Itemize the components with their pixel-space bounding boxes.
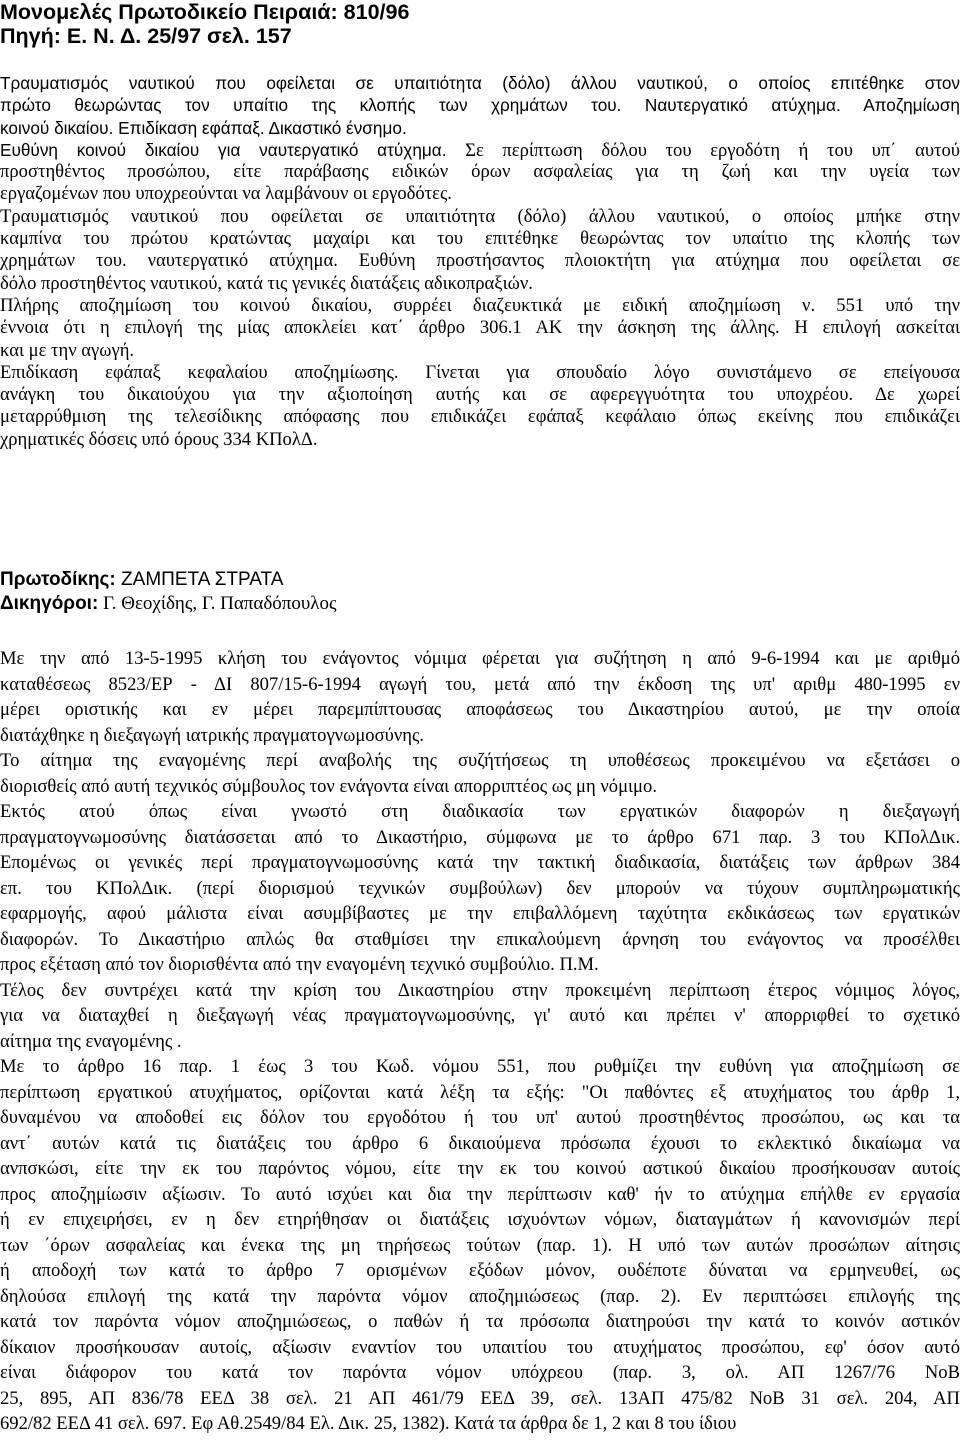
body-line: των ΄όρων ασφαλείας και ένεκα της μη τηρήσεως τούτων (παρ. 1). Η υπό των αυτών προσώπων αίτησις <box>0 1234 960 1256</box>
summary-paragraph <box>0 362 960 451</box>
body-line: 692/82 ΕΕΔ 41 σελ. 697. Εφ Αθ.2549/84 Ελ. Δικ. 25, 1382). Κατά τα άρθρα δε 1, 2 και 8 του ίδιου <box>0 1413 737 1434</box>
body-line: επ. του ΚΠολΔικ. (περί διορισμού τεχνικών συμβούλων) δεν μπορούν να τύχουν συμπληρωματικής <box>0 877 960 899</box>
summary-paragraph <box>0 139 960 206</box>
summary-line: έννοια ότι η επιλογή της μίας αποκλείει κατ΄ άρθρο 306.1 ΑΚ την άσκηση της άλλης. Η επιλογή ασκείται <box>0 317 960 339</box>
body-line: Επομένως οι γενικές περί πραγματογνωμοσύνης κατά την τακτική διαδικασία, διατάξεις των άρθρων 384 <box>0 852 960 873</box>
body-line: περίπτωση εργατικού ατυχήματος, ορίζονται κατά λέξη τα εξής: "Οι παθόντες εξ ατυχήματος του άρθρ 1, <box>0 1081 960 1103</box>
summary-paragraph <box>0 206 960 295</box>
summary-line: ανάγκη του δικαιούχου για την αξιοποίηση αυτής και σε αφερεγγυότητα του υποχρέου. Δε χωρεί <box>0 384 960 406</box>
body-line: 25, 895, ΑΠ 836/78 ΕΕΔ 38 σελ. 21 ΑΠ 461/79 ΕΕΔ 39, σελ. 13ΑΠ 475/82 ΝοΒ 31 σελ. 204, ΑΠ <box>0 1387 960 1409</box>
summary-line: χρημάτων του. ναυτεργατικό ατύχημα. Ευθύνη προστήσαντος πλοιοκτήτη για ατύχημα που οφείλεται σε <box>0 250 960 272</box>
body-paragraph <box>0 978 960 1055</box>
decision-body <box>0 646 960 1437</box>
body-line: ή εν επιχειρήσει, εν η δεν ετηρήθησαν οι διατάξεις ισχυόντων νόμων, διαταγμάτων ή κανονισμών περί <box>0 1209 960 1230</box>
summary-paragraph <box>0 72 960 139</box>
summary-line: δόλο προστηθέντος ναυτικού, κατά τις γενικές διατάξεις αδικοπραξιών. <box>0 272 533 294</box>
summary-line: χρηματικές δόσεις υπό όρους 334 ΚΠολΔ. <box>0 428 318 450</box>
body-line: Με το άρθρο 16 παρ. 1 έως 3 του Κωδ. νόμου 551, που ρυθμίζει την ευθύνη για αποζημίωση σε <box>0 1056 960 1077</box>
body-line: δίκαιον προσήκουσαν αυτοίς, αξίωσιν εναντίον του υπαιτίου του ατυχήματος προσώπου, εφ' όσον αυτό <box>0 1336 960 1358</box>
body-paragraph <box>0 799 960 978</box>
body-line: ανπσκώσι, είτε την εκ του παρόντος νόμου, είτε την εκ του κοινού αστικού δικαίου προσήκουσαν αυτοίς <box>0 1158 960 1179</box>
body-line: Εκτός ατού όπως είναι γνωστό στη διαδικασία των εργατικών διαφορών η διεξαγωγή <box>0 801 960 822</box>
body-line: προς αποζημίωσιν αξίωσιν. Το αυτό ισχύει και δια την περίπτωσιν καθ' ήν το ατύχημα επήλθε εν εργασία <box>0 1183 960 1205</box>
summary-line: μεταρρύθμιση της τελεσίδικης απόφασης που επιδικάζει εφάπαξ κεφάλαιο όπως εκείνης που επιδικάζει <box>0 406 960 428</box>
body-line: για να διαταχθεί η διεξαγωγή νέας πραγματογνωμοσύνης, γι' αυτό και πρέπει ν' απορριφθεί το σχετικό <box>0 1005 960 1026</box>
court-decision-title: Μονομελές Πρωτοδικείο Πειραιά: 810/96 <box>0 0 410 24</box>
judge-line <box>0 568 960 592</box>
judge-label: Πρωτοδίκης: <box>0 569 116 590</box>
body-line: καταθέσεως 8523/ΕΡ - ΔΙ 807/15-6-1994 αγωγή του, μετά από την έκδοση της υπ' αριθμ 480-1995 εν <box>0 673 960 695</box>
summary-line: προστηθέντος προσώπου, είτε παράβασης ειδικών όρων ασφαλείας για τη ζωή και την υγεία των <box>0 161 960 183</box>
summary-paragraph <box>0 295 960 362</box>
body-paragraph <box>0 1054 960 1437</box>
lawyers-line <box>0 592 960 616</box>
source-reference: Πηγή: Ε. Ν. Δ. 25/97 σελ. 157 <box>0 24 292 48</box>
body-line: κατά τον παρόντα νόμον αποζημιώσεως, ο παθών ή τα πρόσωπα διατηρούσι την κατά το κοινόν αστικόν <box>0 1311 960 1332</box>
summary-line: πρώτο θεωρώντας τον υπαίτιο της κλοπής των χρημάτων του. Ναυτεργατικό ατύχημα. Αποζημίωση <box>0 95 960 116</box>
liability-heading: Ευθύνη κοινού δικαίου για ναυτεργατικό ατύχημα. <box>0 139 447 160</box>
summary-line: Τραυματισμός ναυτικού που οφείλεται σε υπαιτιότητα (δόλο) άλλου ναυτικού, ο οποίος μπήκε στην <box>0 205 960 227</box>
summary-section <box>0 72 960 451</box>
body-line: αίτημα της εναγομένης . <box>0 1030 182 1052</box>
body-line: μέρει οριστικής και εν μέρει παρεμπίπτουσας αποφάσεως του Δικαστηρίου αυτού, με την οποία <box>0 699 960 720</box>
body-line: είναι διάφορον του κατά τον παρόντα νόμον υπόχρεου (παρ. 3, ολ. ΑΠ 1267/76 ΝοΒ <box>0 1362 960 1383</box>
summary-line: και με την αγωγή. <box>0 339 135 361</box>
summary-line: καμπίνα του πρώτου κρατώντας μαχαίρι και του επιτέθηκε θεωρώντας τον υπαίτιο της κλοπής των <box>0 228 960 250</box>
credits-section <box>0 568 960 616</box>
body-line: δυναμένου να αποδοθεί εις δόλον του εργοδότου ή του υπ' αυτού προστηθέντος προσώπου, ως και τα <box>0 1107 960 1128</box>
summary-line: εργαζομένων που υποχρεούνται να λαμβάνουν οι εργοδότες. <box>0 183 452 205</box>
body-line: Το αίτημα της εναγομένης περί αναβολής της συζήτήσεως τη υποθέσεως προκειμένου να εξετάσει ο <box>0 750 960 771</box>
body-line: προς εξέταση από τον διορισθέντα από την εναγομένη τεχνικό συμβούλιο. Π.Μ. <box>0 954 599 975</box>
lawyers-label: Δικηγόροι: <box>0 593 99 614</box>
body-line: αντ΄ αυτών κατά τις διατάξεις του άρθρο 6 δικαιούμενα πρόσωπα έχουσι το εκλεκτικό δικαίωμα να <box>0 1132 960 1154</box>
lawyers-names: Γ. Θεοχίδης, Γ. Παπαδόπουλος <box>98 593 337 614</box>
summary-line: Τραυματισμός ναυτικού που οφείλεται σε υπαιτιότητα (δόλο) άλλου ναυτικού, ο οποίος επιτέθηκε στον <box>0 73 960 93</box>
body-line: Τέλος δεν συντρέχει κατά την κρίση του Δικαστηρίου στην προκειμένη περίπτωση έτερος νόμιμος λόγος, <box>0 979 960 1001</box>
body-line: εφαρμογής, αφού μάλιστα είναι ασυμβίβαστες με την επιβαλλόμενη ταχύτητα εκδικάσεως των εργατικών <box>0 903 960 924</box>
liability-text: Σε περίπτωση δόλου του εργοδότη ή του υπ΄ αυτού <box>465 139 960 161</box>
body-line: πραγματογνωμοσύνης διατάσσεται από το Δικαστήριο, σύμφωνα με το άρθρο 671 παρ. 3 του ΚΠολΔικ. <box>0 826 960 848</box>
judge-name: ΖΑΜΠΕΤΑ ΣΤΡΑΤΑ <box>115 569 284 590</box>
body-line: διαφορών. Το Δικαστήριο απλώς θα σταθμίσει την επικαλούμενη άρνηση του ενάγοντος να προσέλθει <box>0 928 960 950</box>
document-header <box>0 0 960 48</box>
body-line: Με την από 13-5-1995 κλήση του ενάγοντος νόμιμα φέρεται για συζήτηση η από 9-6-1994 και με αριθμό <box>0 648 960 669</box>
summary-line <box>0 139 960 161</box>
body-line: διατάχθηκε η διεξαγωγή ιατρικής πραγματογνωμοσύνης. <box>0 724 424 746</box>
body-paragraph <box>0 646 960 748</box>
summary-line: Επιδίκαση εφάπαξ κεφαλαίου αποζημίωσης. Γίνεται για σπουδαίο λόγο συνιστάμενο σε επείγουσα <box>0 361 960 383</box>
summary-line: κοινού δικαίου. Επιδίκαση εφάπαξ. Δικαστικό ένσημο. <box>0 117 407 138</box>
body-paragraph <box>0 748 960 799</box>
body-line: διορισθείς από αυτή τεχνικός σύμβουλος τον ενάγοντα είναι απορριπτέος ως μη νόμιμο. <box>0 775 657 797</box>
body-line: δηλούσα επιλογή της κατά την παρόντα νόμον αποζημιώσεως (παρ. 2). Εν περιπτώσει επιλογής της <box>0 1285 960 1307</box>
summary-line: Πλήρης αποζημίωση του κοινού δικαίου, συρρέει διαζευκτικά με ειδική αποζημίωση ν. 551 υπό την <box>0 294 960 316</box>
body-line: ή αποδοχή των κατά το άρθρο 7 ορισμένων εξόδων μόνον, ουδέποτε δύναται να ερμηνευθεί, ως <box>0 1260 960 1281</box>
